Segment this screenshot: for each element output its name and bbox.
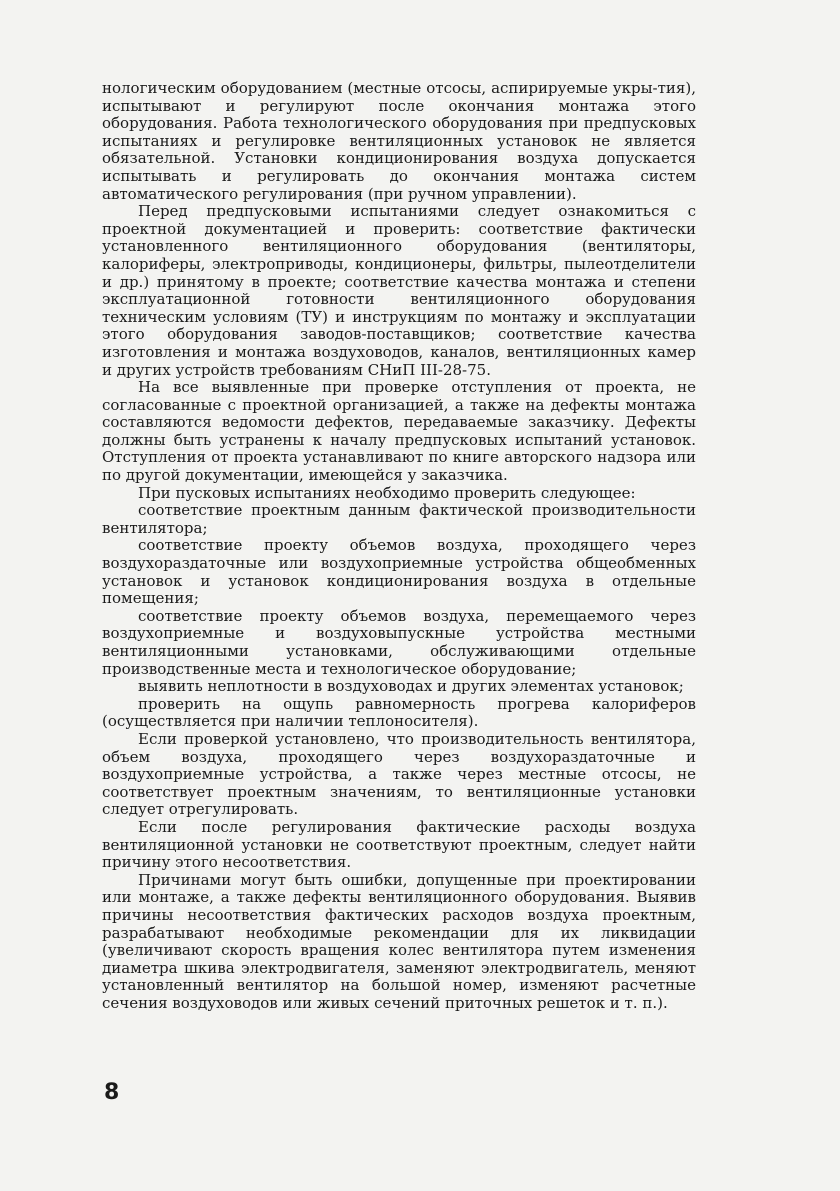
list-item-fan-performance: соответствие проектным данным фактической производительности вентилятора; [102,501,696,537]
list-item-leaks: выявить неплотности в воздуховодах и других элементах установок; [138,677,684,696]
paragraph-find-cause: Если после регулирования фактические расходы воздуха вентиляционной установки не соответствуют проектным, следует найти причину этого несоответствия. [102,817,696,872]
list-item-air-volumes-local: соответствие проекту объемов воздуха, перемещаемого через воздухоприемные и воздуховыпускные устройства местными вентиляционными установками, обслуживающими отдельные производственные места и технологическое оборудование; [102,606,696,678]
list-item-air-volumes-general: соответствие проекту объемов воздуха, проходящего через воздухораздаточные или воздухоприемные устройства общеобменных установок и установок кондиционирования воздуха в отдельные помещения; [102,536,696,608]
paragraph-continuation: нологическим оборудованием (местные отсосы, аспирируемые укры-тия), испытывают и регулируют после окончания монтажа этого оборудования. Работа технологического оборудования при предпусковых испытаниях и регулировке вентиляционных установок не является обязательной. Установки кондиционирования воздуха допускается испытывать и регулировать до окончания монтажа систем автоматического регулирования (при ручном управлении). [102,79,696,203]
paragraph-start-tests-intro: При пусковых испытаниях необходимо проверить следующее: [138,483,636,502]
paragraph-causes: Причинами могут быть ошибки, допущенные при проектировании или монтаже, а также дефекты вентиляционного оборудования. Выявив причины несоответствия фактических расходов воздуха проектным, разрабатывают необходимые рекомендации для их ликвидации (увеличивают скорость вращения колес вентилятора путем изменения диаметра шкива электродвигателя, заменяют электродвигатель, меняют установленный вентилятор на большой номер, изменяют расчетные сечения воздуховодов или живых сечений приточных решеток и т. п.). [102,870,696,1012]
paragraph-deviations: На все выявленные при проверке отступления от проекта, не согласованные с проектной организацией, а также на дефекты монтажа составляются ведомости дефектов, передаваемые заказчику. Дефекты должны быть устранены к началу предпусковых испытаний установок. Отступления от проекта устанавливают по книге авторского надзора или по другой документации, имеющейся у заказчика. [102,378,696,485]
page-number: 8 [104,1080,120,1105]
paragraph-pre-start-tests: Перед предпусковыми испытаниями следует ознакомиться с проектной документацией и проверить: соответствие фактически установленного вентиляционного оборудования (вентиляторы, калориферы, электроприводы, кондиционеры, фильтры, пылеотделители и др.) принятому в проекте; соответствие качества монтажа и степени эксплуатационной готовности вентиляционного оборудования техническим условиям (ТУ) и инструкциям по монтажу и эксплуатации этого оборудования заводов-поставщиков; соответствие качества изготовления и монтажа воздуховодов, каналов, вентиляционных камер и других устройств требованиям СНиП III-28-75. [102,202,696,379]
body-text [102,80,696,1012]
list-item-heaters: проверить на ощупь равномерность прогрева калориферов (осуществляется при наличии теплоносителя). [102,694,696,731]
paragraph-regulation: Если проверкой установлено, что производительность вентилятора, объем воздуха, проходящего через воздухораздаточные и воздухоприемные устройства, а также через местные отсосы, не соответствует проектным значениям, то вентиляционные установки следует отрегулировать. [102,729,696,819]
